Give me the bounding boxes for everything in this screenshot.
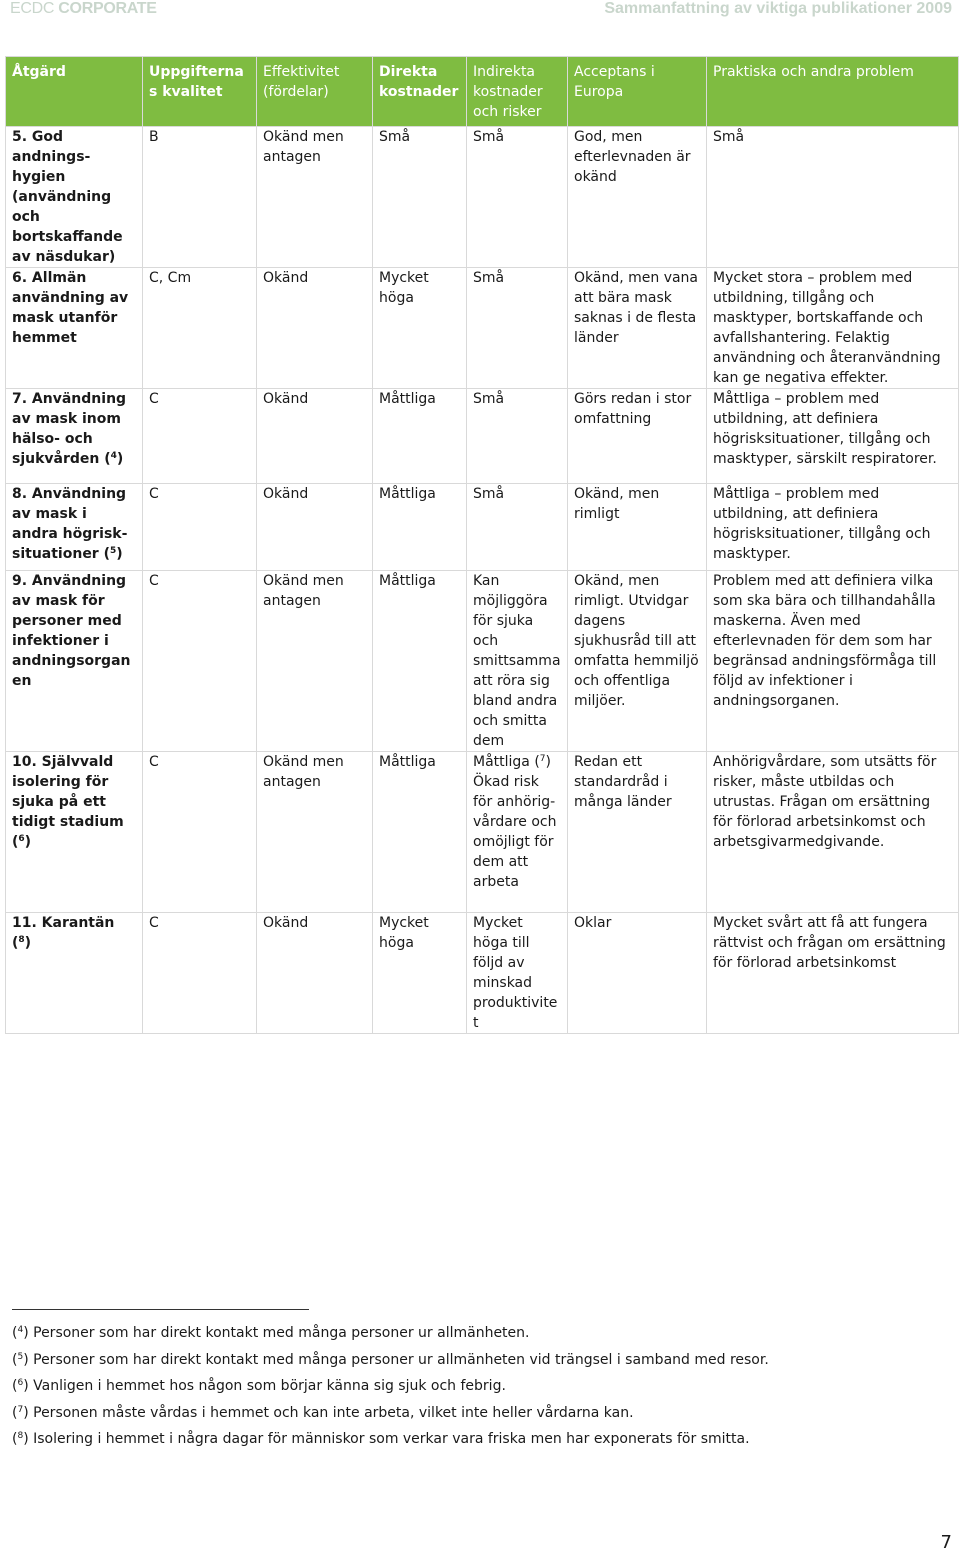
column-header: Indirekta kostnader och risker xyxy=(467,57,568,127)
table-row xyxy=(6,389,959,484)
problems-cell: Mycket stora – problem med utbildning, tillgång och masktyper, bortskaffande och avfallshantering. Felaktig användning och återanvändning kan ge negativa effekter. xyxy=(707,268,959,389)
problems-cell: Små xyxy=(707,127,959,268)
footnote-text: Isolering i hemmet i några dagar för människor som verkar vara friska men har exponerats för smitta. xyxy=(33,1431,750,1447)
acceptance-cell: Okänd, men rimligt. Utvidgar dagens sjukhusråd till att omfatta hemmiljö och offentliga miljöer. xyxy=(568,571,707,752)
action-text: 11. Karantän ( xyxy=(12,915,115,951)
action-cell xyxy=(6,571,143,752)
footnotes xyxy=(12,1320,952,1453)
effect-cell: Okänd xyxy=(257,913,373,1034)
footnote: ($^4$) Personer som har direkt kontakt med många personer ur allmänheten. xyxy=(12,1325,530,1341)
quality-cell: C xyxy=(143,913,257,1034)
action-cell: 8. Användning av mask i andra högrisk-situationer ($^5$) xyxy=(6,484,143,571)
effect-cell: Okänd men antagen xyxy=(257,127,373,268)
table-row xyxy=(6,268,959,389)
action-text: 7. Användning av mask inom hälso- och sjukvården ( xyxy=(12,391,127,467)
effect-cell: Okänd men antagen xyxy=(257,752,373,913)
column-header: Uppgifternas kvalitet xyxy=(143,57,257,127)
footnote-text: Vanligen i hemmet hos någon som börjar känna sig sjuk och febrig. xyxy=(33,1378,506,1394)
direct-cost-cell: Mycket höga xyxy=(373,268,467,389)
quality-cell: C, Cm xyxy=(143,268,257,389)
footnote-number: 8 xyxy=(17,1431,24,1441)
action-text: 8. Användning av mask i andra högrisk-situationer ( xyxy=(12,486,128,562)
column-header: Åtgärd xyxy=(6,57,143,127)
indirect-cost-text-rest: ) Ökad risk för anhörig-vårdare och omöjligt för dem att arbeta xyxy=(473,754,557,890)
footnote-ref: 5 xyxy=(110,546,117,556)
problems-cell: Mycket svårt att få att fungera rättvist och frågan om ersättning för förlorad arbetsinkomst xyxy=(707,913,959,1034)
footnote-ref: 6 xyxy=(18,834,25,844)
indirect-cost-cell: Små xyxy=(467,389,568,484)
quality-cell: C xyxy=(143,571,257,752)
action-text: 6. Allmän användning av mask utanför hemmet xyxy=(12,270,129,346)
direct-cost-cell: Mycket höga xyxy=(373,913,467,1034)
indirect-cost-cell: Små xyxy=(467,127,568,268)
table-row xyxy=(6,484,959,571)
brand-prefix: ECDC xyxy=(10,0,55,17)
footnote-text: Personen måste vårdas i hemmet och kan inte arbeta, vilket inte heller vårdarna kan. xyxy=(33,1404,634,1421)
problems-cell: Anhörigvårdare, som utsätts för risker, måste utbildas och utrustas. Frågan om ersättning för förlorad arbetsinkomst och arbetsgivarmedgivande. xyxy=(707,752,959,913)
page-number: 7 xyxy=(940,1532,952,1553)
indirect-cost-cell: Små xyxy=(467,268,568,389)
action-text: 9. Användning av mask för personer med infektioner i andningsorgan en xyxy=(12,573,131,689)
effect-cell: Okänd men antagen xyxy=(257,571,373,752)
action-text: 10. Självvald isolering för sjuka på ett tidigt stadium ( xyxy=(12,754,124,850)
column-header: Effektivitet (fördelar) xyxy=(257,57,373,127)
acceptance-cell: Okänd, men vana att bära mask saknas i de flesta länder xyxy=(568,268,707,389)
column-header: Direkta kostnader xyxy=(373,57,467,127)
direct-cost-cell: Måttliga xyxy=(373,752,467,913)
indirect-cost-cell: Mycket höga till följd av minskad produktivitet xyxy=(467,913,568,1034)
brand-logo xyxy=(10,0,157,18)
table-row xyxy=(6,913,959,1034)
footnote-ref: 7 xyxy=(539,754,546,764)
footnote-number: 4 xyxy=(17,1325,24,1335)
footnote-number: 7 xyxy=(17,1404,24,1415)
problems-cell: Problem med att definiera vilka som ska bära och tillhandahålla maskerna. Även med efterlevnaden för dem som har begränsad andningsförmåga till följd av infektioner i andningsorganen. xyxy=(707,571,959,752)
action-cell: 7. Användning av mask inom hälso- och sjukvården ($^4$) xyxy=(6,389,143,484)
action-text: 5. God andnings-hygien (användning och bortskaffande av näsdukar) xyxy=(12,129,123,265)
effect-cell: Okänd xyxy=(257,389,373,484)
effect-cell: Okänd xyxy=(257,268,373,389)
footnote-ref: 8 xyxy=(18,935,25,945)
footnote: ($^7$) Personen måste vårdas i hemmet och kan inte arbeta, vilket inte heller vårdarna kan. xyxy=(12,1404,634,1421)
indirect-cost-cell: Små xyxy=(467,484,568,571)
action-cell xyxy=(6,268,143,389)
quality-cell: B xyxy=(143,127,257,268)
acceptance-cell: Okänd, men rimligt xyxy=(568,484,707,571)
acceptance-cell: Redan ett standardråd i många länder xyxy=(568,752,707,913)
column-header: Acceptans i Europa xyxy=(568,57,707,127)
direct-cost-cell: Måttliga xyxy=(373,389,467,484)
direct-cost-cell: Måttliga xyxy=(373,571,467,752)
action-cell: 10. Självvald isolering för sjuka på ett tidigt stadium ($^6$) xyxy=(6,752,143,913)
quality-cell: C xyxy=(143,484,257,571)
acceptance-cell: Oklar xyxy=(568,913,707,1034)
column-header: Praktiska och andra problem xyxy=(707,57,959,127)
direct-cost-cell: Små xyxy=(373,127,467,268)
table-row xyxy=(6,752,959,913)
indirect-cost-text: Måttliga ( xyxy=(473,754,540,770)
direct-cost-cell: Måttliga xyxy=(373,484,467,571)
footnote-text: Personer som har direkt kontakt med många personer ur allmänheten. xyxy=(33,1325,530,1341)
quality-cell: C xyxy=(143,752,257,913)
footnote-number: 6 xyxy=(17,1378,24,1388)
indirect-cost-cell: Kan möjliggöra för sjuka och smittsamma att röra sig bland andra och smitta dem xyxy=(467,571,568,752)
document-title: Sammanfattning av viktiga publikationer 2009 xyxy=(604,0,952,17)
measures-table xyxy=(5,56,959,1034)
page-header xyxy=(0,0,960,22)
quality-cell: C xyxy=(143,389,257,484)
action-cell xyxy=(6,127,143,268)
table-row xyxy=(6,127,959,268)
acceptance-cell: Görs redan i stor omfattning xyxy=(568,389,707,484)
footnote-number: 5 xyxy=(17,1351,24,1362)
effect-cell: Okänd xyxy=(257,484,373,571)
indirect-cost-cell xyxy=(467,752,568,913)
acceptance-cell: God, men efterlevnaden är okänd xyxy=(568,127,707,268)
brand-suffix: CORPORATE xyxy=(58,0,157,17)
action-cell: 11. Karantän ($^8$) xyxy=(6,913,143,1034)
footnote: ($^8$) Isolering i hemmet i några dagar för människor som verkar vara friska men har exponerats för smitta. xyxy=(12,1431,750,1447)
footnote: ($^5$) Personer som har direkt kontakt med många personer ur allmänheten vid trängsel i samband med resor. xyxy=(12,1351,769,1368)
footnote-divider xyxy=(12,1309,309,1310)
problems-cell: Måttliga – problem med utbildning, att definiera högrisksituationer, tillgång och masktyper, särskilt respiratorer. xyxy=(707,389,959,484)
problems-cell: Måttliga – problem med utbildning, att definiera högrisksituationer, tillgång och masktyper. xyxy=(707,484,959,571)
table-row xyxy=(6,571,959,752)
footnote-text: Personer som har direkt kontakt med många personer ur allmänheten vid trängsel i samband med resor. xyxy=(33,1351,769,1368)
table-header-row xyxy=(6,57,959,127)
footnote: ($^6$) Vanligen i hemmet hos någon som börjar känna sig sjuk och febrig. xyxy=(12,1378,506,1394)
footnote-ref: 4 xyxy=(110,451,117,461)
